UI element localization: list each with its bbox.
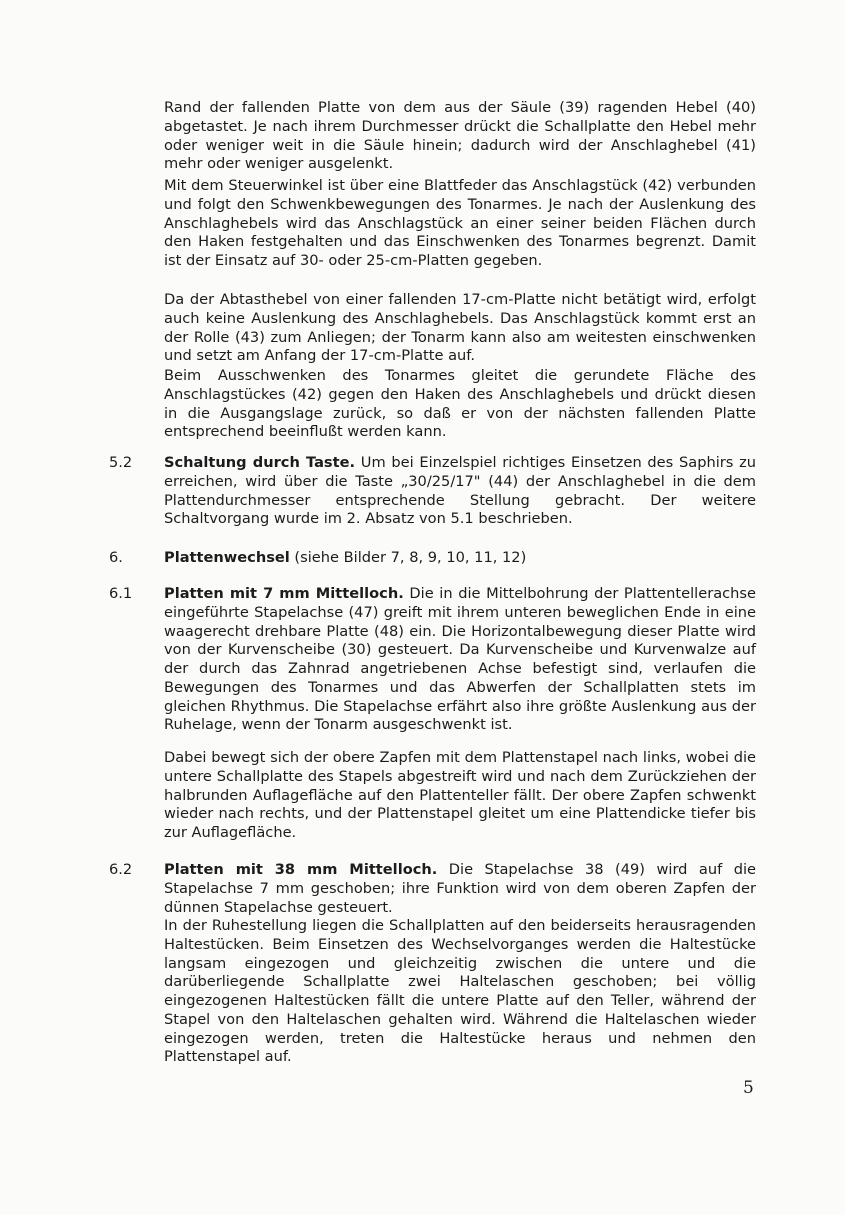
paragraph-6-1-part2: Dabei bewegt sich der obere Zapfen mit dem Plattenstapel nach links, wobei die untere Schallplatte des Stapels abgestreift wird und nach dem Zurückziehen der halbrunden Auflagefläche auf den Plattenteller fällt. Der obere Zapfen schwenkt wieder nach rechts, und der Plattenstapel gleitet um eine Plattendicke tiefer bis zur Auflagefläche.	[164, 749, 756, 841]
paragraph-5-2	[164, 454, 756, 529]
section-number-6-2: 6.2	[109, 861, 133, 878]
section-number-6-1: 6.1	[109, 585, 133, 602]
section-number-6: 6.	[109, 549, 123, 566]
heading-6: Plattenwechsel	[164, 549, 290, 566]
paragraph-6-2	[164, 861, 756, 917]
paragraph-6-1	[164, 585, 756, 735]
heading-6-2: Platten mit 38 mm Mittelloch.	[164, 861, 438, 878]
section-number-5-2: 5.2	[109, 454, 133, 471]
heading-5-2: Schaltung durch Taste.	[164, 454, 356, 471]
paragraph-5-1-part3: Da der Abtasthebel von einer fallenden 17-cm-Platte nicht betätigt wird, erfolgt auch keine Auslenkung des Anschlaghebels. Das Anschlagstück kommt erst an der Rolle (43) zum Anliegen; der Tonarm kann also am weitesten einschwenken und setzt am Anfang der 17-cm-Platte auf.	[164, 291, 756, 365]
text-5-2: Um bei Einzelspiel richtiges Einsetzen des Saphirs zu erreichen, wird über die Taste „30/25/17" (44) der Anschlaghebel in die dem Plattendurchmesser entsprechende Stellung gebracht. Der weitere Schaltvorgang wurde im 2. Absatz von 5.1 beschrieben.	[164, 454, 757, 528]
text-6-2: Die Stapelachse 38 (49) wird auf die Stapelachse 7 mm geschoben; ihre Funktion wird von dem oberen Zapfen der dünnen Stapelachse gesteuert.	[164, 861, 756, 916]
paragraph-5-1-part4: Beim Ausschwenken des Tonarmes gleitet die gerundete Fläche des Anschlagstückes (42) gegen den Haken des Anschlaghebels und drückt diesen in die Ausgangslage zurück, so daß er von der nächsten fallenden Platte entsprechend beeinflußt werden kann.	[164, 367, 756, 441]
text-6-1: Die in die Mittelbohrung der Plattentellerachse eingeführte Stapelachse (47) greift mit ihrem unteren beweglichen Ende in eine waagerecht drehbare Platte (48) ein. Die Horizontalbewegung dieser Platte wird von der Kurvenscheibe (30) gesteuert. Da Kurvenscheibe und Kurvenwalze auf der durch das Zahnrad angetriebenen Achse befestigt sind, verlaufen die Bewegungen des Tonarmes und das Abwerfen der Schallplatten stets im gleichen Rhythmus. Die Stapelachse erfährt also ihre größte Auslenkung aus der Ruhelage, wenn der Tonarm ausgeschwenkt ist.	[164, 585, 756, 734]
page-number: 5	[743, 1078, 754, 1098]
paragraph-6-2-part2: In der Ruhestellung liegen die Schallplatten auf den beiderseits herausragenden Haltestücken. Beim Einsetzen des Wechselvorganges werden die Haltestücke langsam eingezogen und gleichzeitig zwischen die untere und die darüberliegende Schallplatte zwei Haltelaschen geschoben; bei völlig eingezogenen Haltestücken fällt die untere Platte auf den Teller, während der Stapel von den Haltelaschen gehalten wird. Während die Haltelaschen wieder eingezogen werden, treten die Haltestücke heraus und nehmen den Plattenstapel auf.	[164, 917, 756, 1066]
paragraph-6	[164, 549, 756, 568]
text-6: (siehe Bilder 7, 8, 9, 10, 11, 12)	[289, 549, 527, 566]
paragraph-5-1-part1: Rand der fallenden Platte von dem aus der Säule (39) ragenden Hebel (40) abgetastet. Je nach ihrem Durchmesser drückt die Schallplatte den Hebel mehr oder weniger weit in die Säule hinein; dadurch wird der Anschlaghebel (41) mehr oder weniger ausgelenkt.	[164, 99, 756, 173]
paragraph-5-1-part2: Mit dem Steuerwinkel ist über eine Blattfeder das Anschlagstück (42) verbunden und folgt den Schwenkbewegungen des Tonarmes. Je nach der Auslenkung des Anschlaghebels wird das Anschlagstück an einer seiner beiden Flächen durch den Haken festgehalten und das Einschwenken des Tonarmes begrenzt. Damit ist der Einsatz auf 30- oder 25-cm-Platten gegeben.	[164, 177, 756, 269]
heading-6-1: Platten mit 7 mm Mittelloch.	[164, 585, 404, 602]
